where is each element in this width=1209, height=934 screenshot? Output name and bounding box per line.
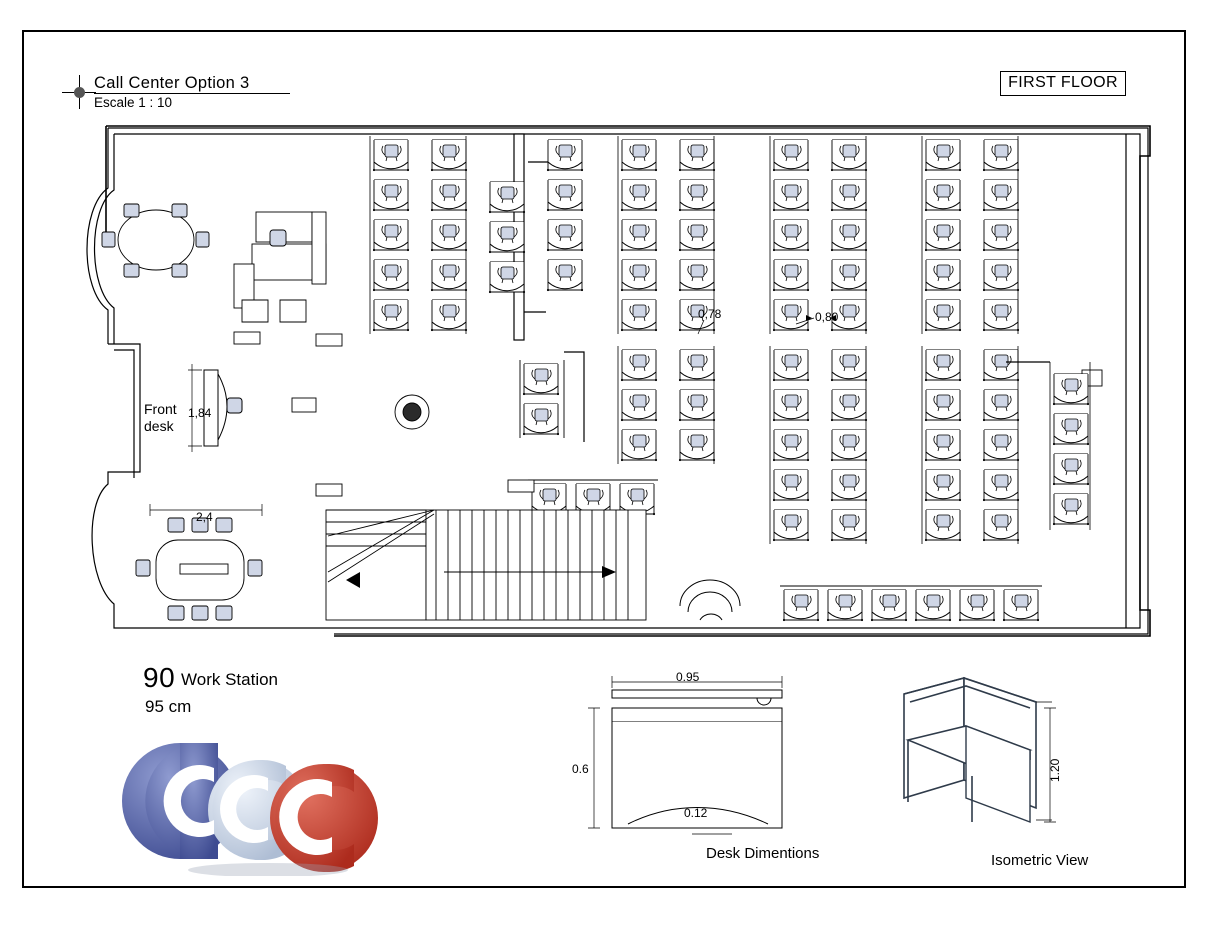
isometric-view-detail xyxy=(890,672,1070,847)
dim-iso-height: 1.20 xyxy=(1048,758,1062,782)
dim-desk-width: 0.95 xyxy=(676,670,700,684)
workstation-count: 90 xyxy=(143,662,176,693)
title-underline xyxy=(94,93,290,94)
north-marker-icon xyxy=(62,75,96,109)
floor-tag: FIRST FLOOR xyxy=(1000,71,1126,96)
workstation-count-label: Work Station xyxy=(181,670,279,689)
module-size-label: 95 cm xyxy=(145,697,192,716)
floor-plan xyxy=(84,112,1164,650)
dim-panel-gap-080: 0,80 xyxy=(815,310,839,324)
page-title: Call Center Option 3 xyxy=(94,74,250,92)
desk-detail-caption: Desk Dimentions xyxy=(706,845,820,862)
dim-desk-notch: 0.12 xyxy=(684,806,708,820)
dim-panel-gap-078: 0,78 xyxy=(698,307,722,321)
desk-dimension-detail xyxy=(572,670,802,846)
front-desk-label-line1: Front xyxy=(144,401,177,417)
company-logo xyxy=(118,730,394,876)
scale-label: Escale 1 : 10 xyxy=(94,95,173,110)
isometric-caption: Isometric View xyxy=(991,852,1089,869)
dim-front-desk-width: 1,84 xyxy=(188,406,212,420)
dim-meeting-table-width: 2,4 xyxy=(196,510,213,524)
dim-desk-depth: 0.6 xyxy=(572,762,589,776)
front-desk-label-line2: desk xyxy=(144,418,174,434)
